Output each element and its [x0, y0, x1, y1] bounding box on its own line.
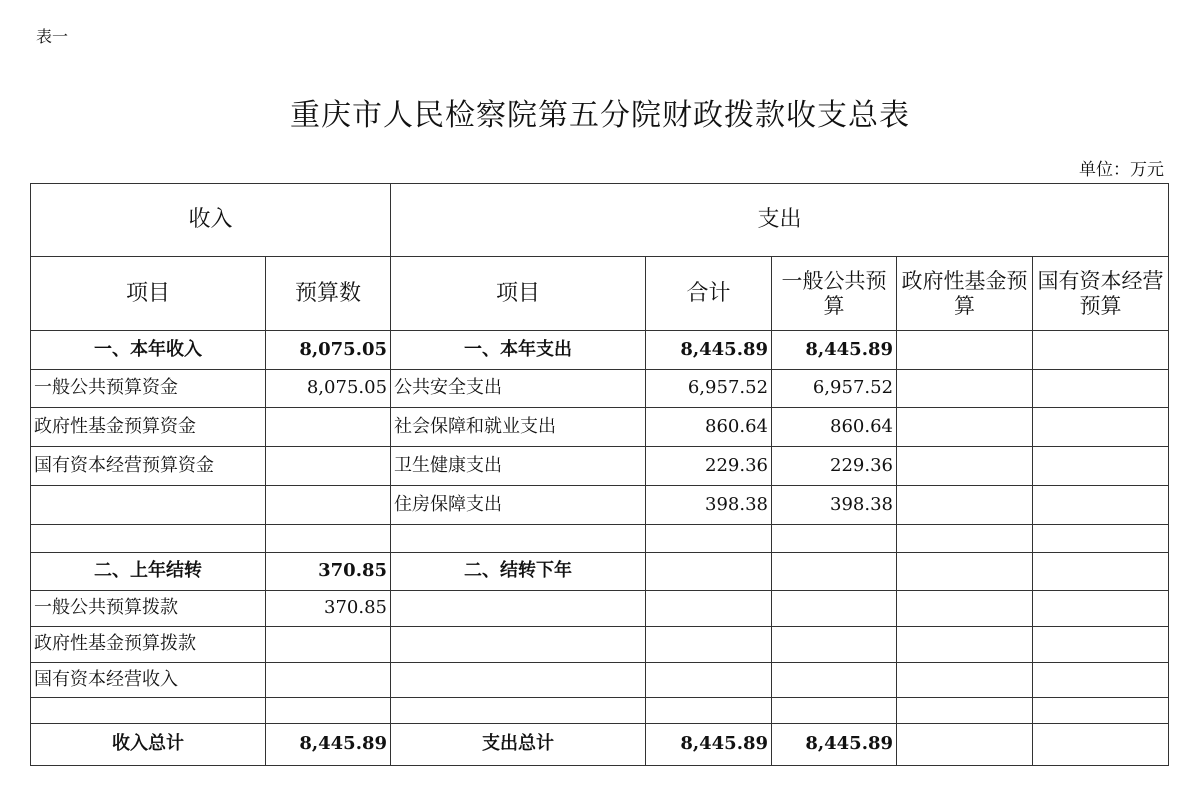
general-budget-cell: 6,957.52: [772, 370, 897, 408]
table-row: [31, 447, 1169, 486]
finance-table: [30, 183, 1169, 766]
general-budget-cell: 8,445.89: [772, 724, 897, 766]
table-row: [31, 486, 1169, 525]
income-amount-cell: 8,075.05: [266, 331, 391, 370]
expense-item-cell: 支出总计: [391, 724, 646, 766]
gov-fund-cell: [897, 486, 1033, 525]
total-cell: [646, 591, 772, 627]
income-item-cell: 收入总计: [31, 724, 266, 766]
income-amount-cell: [266, 627, 391, 663]
gov-fund-cell: [897, 724, 1033, 766]
table-row: [31, 698, 1169, 724]
income-item-cell: 政府性基金预算拨款: [31, 627, 266, 663]
table-row: [31, 627, 1169, 663]
gov-fund-cell: [897, 447, 1033, 486]
header-row-top: [31, 184, 1169, 257]
page-title: 重庆市人民检察院第五分院财政拨款收支总表: [290, 98, 910, 133]
income-item-cell: 国有资本经营收入: [31, 663, 266, 698]
state-capital-cell: [1033, 724, 1169, 766]
total-cell: 8,445.89: [646, 331, 772, 370]
general-budget-cell: [772, 627, 897, 663]
income-amount-cell: 8,445.89: [266, 724, 391, 766]
income-amount-cell: [266, 486, 391, 525]
income-item-cell: 一般公共预算拨款: [31, 591, 266, 627]
income-item-cell: [31, 486, 266, 525]
income-item-cell: 政府性基金预算资金: [31, 408, 266, 447]
gov-fund-cell: [897, 627, 1033, 663]
table-row: [31, 370, 1169, 408]
general-budget-cell: 860.64: [772, 408, 897, 447]
state-capital-cell: [1033, 663, 1169, 698]
table-row-total: [31, 724, 1169, 766]
income-amount-cell: [266, 663, 391, 698]
state-capital-cell: [1033, 370, 1169, 408]
state-capital-cell: [1033, 447, 1169, 486]
total-cell: [646, 525, 772, 553]
general-budget-cell: [772, 525, 897, 553]
income-item-header: 项目: [31, 257, 266, 331]
table-row: [31, 553, 1169, 591]
gov-fund-cell: [897, 331, 1033, 370]
income-item-cell: 国有资本经营预算资金: [31, 447, 266, 486]
state-capital-cell: [1033, 591, 1169, 627]
table-row: [31, 331, 1169, 370]
general-budget-cell: [772, 698, 897, 724]
total-header: 合计: [646, 257, 772, 331]
table-row: [31, 525, 1169, 553]
gov-fund-cell: [897, 525, 1033, 553]
expense-item-header: 项目: [391, 257, 646, 331]
income-item-cell: [31, 525, 266, 553]
expense-header: 支出: [391, 184, 1169, 257]
expense-item-cell: 社会保障和就业支出: [391, 408, 646, 447]
income-amount-cell: 370.85: [266, 591, 391, 627]
general-budget-cell: [772, 663, 897, 698]
general-budget-cell: [772, 553, 897, 591]
gov-fund-cell: [897, 370, 1033, 408]
income-amount-cell: [266, 408, 391, 447]
gov-fund-cell: [897, 663, 1033, 698]
general-budget-cell: [772, 591, 897, 627]
state-capital-cell: [1033, 553, 1169, 591]
expense-item-cell: [391, 698, 646, 724]
general-budget-cell: 229.36: [772, 447, 897, 486]
income-header: 收入: [31, 184, 391, 257]
total-cell: [646, 553, 772, 591]
state-capital-cell: [1033, 525, 1169, 553]
state-capital-cell: [1033, 486, 1169, 525]
general-budget-header: 一般公共预算: [772, 257, 897, 331]
expense-item-cell: [391, 663, 646, 698]
income-item-cell: 二、上年结转: [31, 553, 266, 591]
income-item-cell: 一般公共预算资金: [31, 370, 266, 408]
income-amount-cell: [266, 525, 391, 553]
expense-item-cell: 卫生健康支出: [391, 447, 646, 486]
income-amount-cell: 370.85: [266, 553, 391, 591]
table-row: [31, 408, 1169, 447]
table-row: [31, 663, 1169, 698]
expense-item-cell: 公共安全支出: [391, 370, 646, 408]
budget-header: 预算数: [266, 257, 391, 331]
state-capital-header: 国有资本经营预算: [1033, 257, 1169, 331]
gov-fund-header: 政府性基金预算: [897, 257, 1033, 331]
gov-fund-cell: [897, 698, 1033, 724]
general-budget-cell: 8,445.89: [772, 331, 897, 370]
table-label: 表一: [36, 27, 69, 46]
income-item-cell: [31, 698, 266, 724]
total-cell: [646, 627, 772, 663]
header-row-sub: [31, 257, 1169, 331]
expense-item-cell: [391, 591, 646, 627]
expense-item-cell: 二、结转下年: [391, 553, 646, 591]
general-budget-cell: 398.38: [772, 486, 897, 525]
state-capital-cell: [1033, 331, 1169, 370]
income-amount-cell: [266, 447, 391, 486]
expense-item-cell: [391, 525, 646, 553]
total-cell: 8,445.89: [646, 724, 772, 766]
expense-item-cell: 一、本年支出: [391, 331, 646, 370]
state-capital-cell: [1033, 408, 1169, 447]
gov-fund-cell: [897, 591, 1033, 627]
total-cell: 6,957.52: [646, 370, 772, 408]
income-item-cell: 一、本年收入: [31, 331, 266, 370]
table-row: [31, 591, 1169, 627]
state-capital-cell: [1033, 698, 1169, 724]
unit-label: 单位：万元: [1079, 160, 1164, 180]
gov-fund-cell: [897, 408, 1033, 447]
expense-item-cell: 住房保障支出: [391, 486, 646, 525]
income-amount-cell: [266, 698, 391, 724]
total-cell: 398.38: [646, 486, 772, 525]
total-cell: [646, 698, 772, 724]
total-cell: 860.64: [646, 408, 772, 447]
state-capital-cell: [1033, 627, 1169, 663]
income-amount-cell: 8,075.05: [266, 370, 391, 408]
gov-fund-cell: [897, 553, 1033, 591]
total-cell: 229.36: [646, 447, 772, 486]
expense-item-cell: [391, 627, 646, 663]
total-cell: [646, 663, 772, 698]
